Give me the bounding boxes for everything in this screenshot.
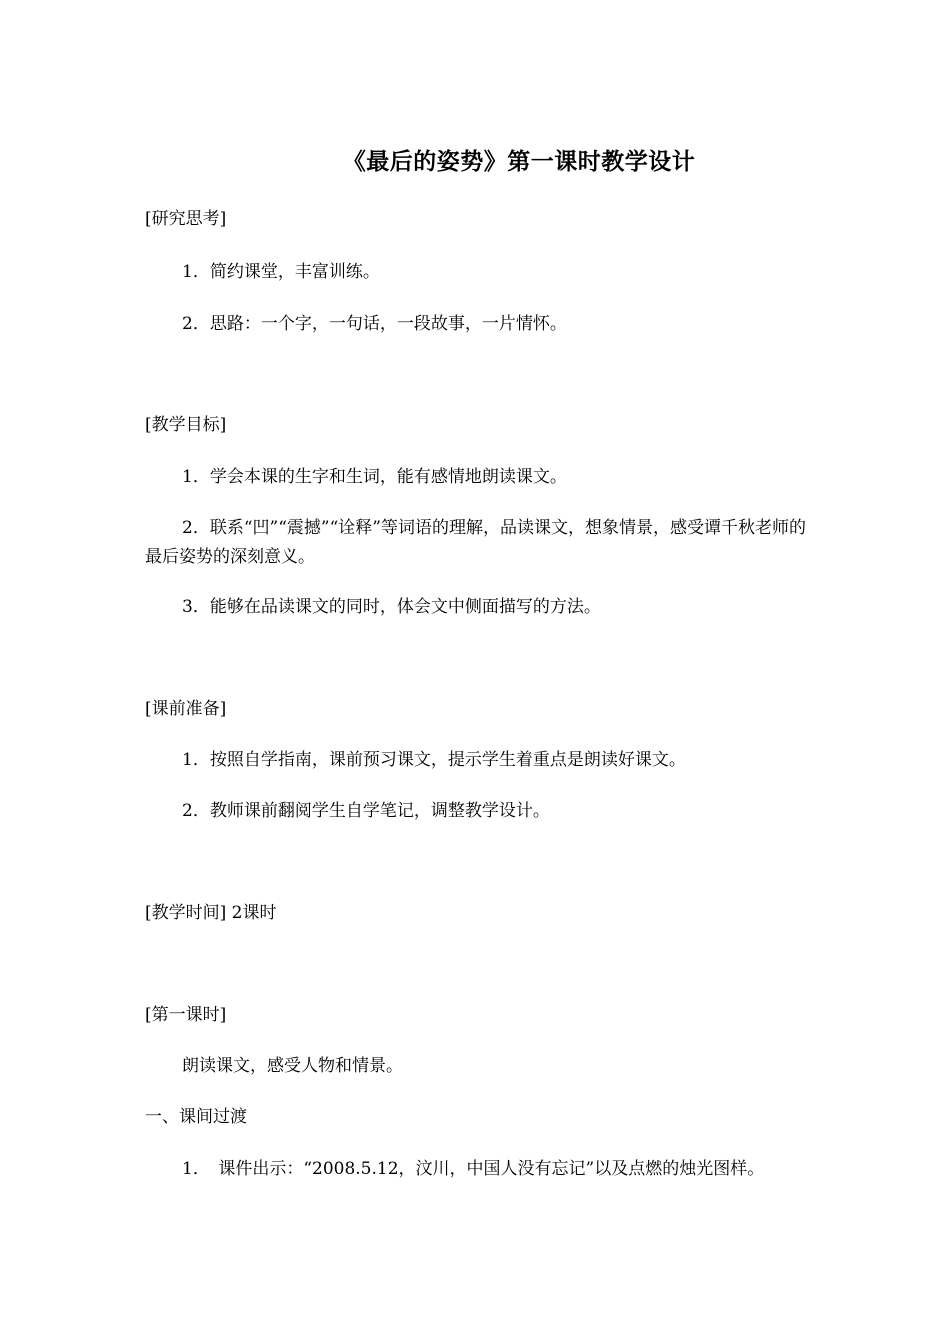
section-heading-goals: [教学目标] (145, 415, 227, 435)
section-heading-first-lesson: [第一课时] (145, 1005, 227, 1025)
part-one-heading: 一、课间过渡 (145, 1107, 247, 1127)
section-heading-time: [教学时间] 2课时 (145, 903, 277, 923)
goals-item-3: 3．能够在品读课文的同时，体会文中侧面描写的方法。 (182, 597, 601, 617)
preparation-item-2: 2．教师课前翻阅学生自学笔记，调整教学设计。 (182, 801, 550, 821)
preparation-item-1: 1．按照自学指南，课前预习课文，提示学生着重点是朗读好课文。 (182, 750, 686, 770)
document-title: 《最后的姿势》第一课时教学设计 (342, 148, 696, 175)
goals-item-1: 1．学会本课的生字和生词，能有感情地朗读课文。 (182, 467, 567, 487)
section-heading-preparation: [课前准备] (145, 699, 227, 719)
part-one-item-1: 1． 课件出示：“2008.5.12，汶川，中国人没有忘记”以及点燃的烛光图样。 (182, 1159, 765, 1179)
goals-item-2: 2．联系“凹”“震撼”“诠释”等词语的理解，品读课文，想象情景，感受谭千秋老师的最后姿势的深刻意义。 (145, 518, 806, 567)
research-item-2: 2．思路：一个字，一句话，一段故事，一片情怀。 (182, 314, 567, 334)
research-item-1: 1．简约课堂，丰富训练。 (182, 262, 380, 282)
first-lesson-summary: 朗读课文，感受人物和情景。 (182, 1056, 403, 1076)
section-heading-research: [研究思考] (145, 209, 227, 229)
